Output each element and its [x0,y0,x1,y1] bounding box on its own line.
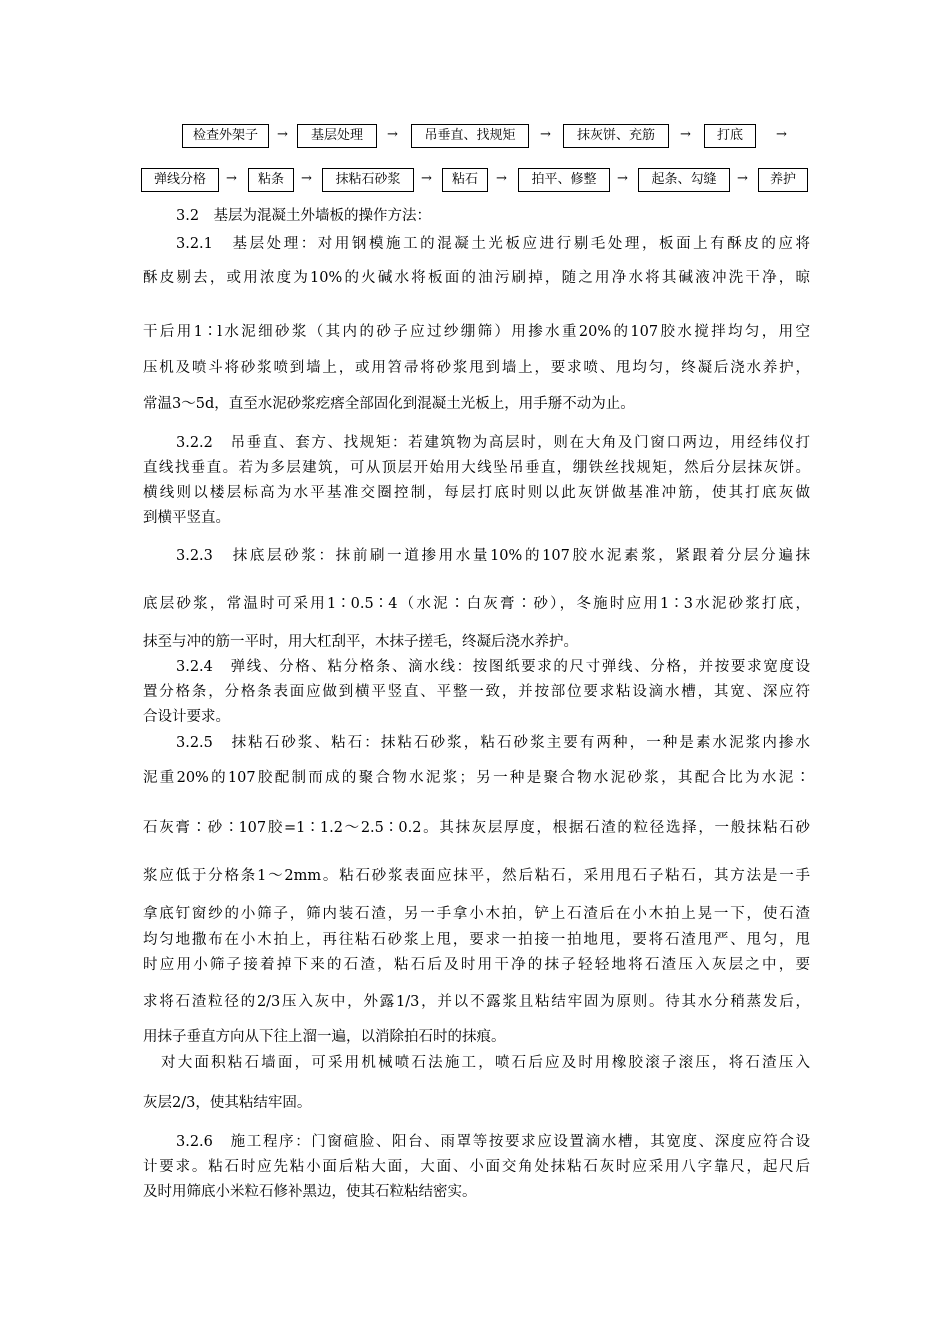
text-line: 3.2.6 施工程序：门窗碹脸、阳台、雨罩等按要求应设置滴水槽，其宽度、深度应符合设 [176,1134,810,1150]
flow-step: 检查外架子 [182,124,269,148]
flow-arrow: → [301,171,312,186]
text-line: 拿底钉窗纱的小筛子，筛内装石渣，另一手拿小木拍，铲上石渣后在小木拍上晃一下，使石渣 [143,906,810,922]
text-line: 时应用小筛子接着掉下来的石渣，粘石后及时用干净的抹子轻轻地将石渣压入灰层之中，要 [143,957,810,973]
text-line: 3.2.1 基层处理：对用钢模施工的混凝土光板应进行剔毛处理，板面上有酥皮的应将 [176,236,810,252]
flow-step: 粘石 [442,168,488,192]
text-line: 横线则以楼层标高为水平基准交圈控制，每层打底时则以此灰饼做基准冲筋，使其打底灰做 [143,485,810,501]
flow-arrow: → [421,171,432,186]
flow-arrow: → [737,171,748,186]
flow-arrow: → [540,127,551,142]
text-line: 直线找垂直。若为多层建筑，可从顶层开始用大线坠吊垂直，绷铁丝找规矩，然后分层抹灰饼。 [143,460,810,476]
flow-arrow: → [680,127,691,142]
text-line: 泥重20%的107胶配制而成的聚合物水泥浆；另一种是聚合物水泥砂浆，其配合比为水泥∶ [143,770,810,786]
text-line: 3.2.4 弹线、分格、粘分格条、滴水线：按图纸要求的尺寸弹线、分格，并按要求宽度设 [176,659,810,675]
text-line: 均匀地撒布在小木拍上，再往粘石砂浆上甩，要求一拍接一拍地甩，要将石渣甩严、甩匀，甩 [143,932,810,948]
text-line: 底层砂浆，常温时可采用1∶0.5∶4（水泥∶白灰膏∶砂），冬施时应用1∶3水泥砂浆打底， [143,596,810,612]
text-line: 浆应低于分格条1～2mm。粘石砂浆表面应抹平，然后粘石，采用甩石子粘石，其方法是一手 [143,868,810,884]
flow-step: 起条、勾缝 [638,168,730,192]
text-line: 压机及喷斗将砂浆喷到墙上，或用笤帚将砂浆甩到墙上，要求喷、甩均匀，终凝后浇水养护， [143,360,810,376]
flow-arrow: → [226,171,237,186]
text-line: 灰层2/3，使其粘结牢固。 [143,1095,312,1111]
flow-arrow: → [776,127,787,142]
flow-arrow: → [277,127,288,142]
flow-step: 弹线分格 [141,168,219,192]
flow-step: 养护 [758,168,808,192]
flow-step: 吊垂直、找规矩 [411,124,529,148]
flow-arrow: → [496,171,507,186]
text-line: 用抹子垂直方向从下往上溜一遍，以消除拍石时的抹痕。 [143,1029,506,1045]
text-line: 计要求。粘石时应先粘小面后粘大面，大面、小面交角处抹粘石灰时应采用八字靠尺，起尺后 [143,1159,810,1175]
text-line: 置分格条，分格条表面应做到横平竖直、平整一致，并按部位要求粘设滴水槽，其宽、深应符 [143,684,810,700]
flow-step: 基层处理 [297,124,377,148]
flow-step: 抹灰饼、充筋 [563,124,669,148]
text-line: 求将石渣粒径的2/3压入灰中，外露1/3，并以不露浆且粘结牢固为原则。待其水分稍蒸发后， [143,994,810,1010]
text-line: 到横平竖直。 [143,510,230,526]
flow-arrow: → [387,127,398,142]
flow-step: 粘条 [248,168,294,192]
flow-step: 拍平、修整 [518,168,610,192]
text-line: 3.2.5 抹粘石砂浆、粘石：抹粘石砂浆，粘石砂浆主要有两种，一种是素水泥浆内掺水 [176,735,810,751]
text-line: 抹至与冲的筋一平时，用大杠刮平，木抹子搓毛，终凝后浇水养护。 [143,634,578,650]
flow-step: 抹粘石砂浆 [322,168,414,192]
flow-step: 打底 [704,124,756,148]
text-line: 合设计要求。 [143,709,230,725]
text-line: 3.2.3 抹底层砂浆：抹前刷一道掺用水量10%的107胶水泥素浆，紧跟着分层分遍抹 [176,548,810,564]
text-line: 3.2.2 吊垂直、套方、找规矩：若建筑物为高层时，则在大角及门窗口两边，用经纬仪打 [176,435,810,451]
text-line: 石灰膏∶砂∶107胶=1∶1.2～2.5∶0.2。其抹灰层厚度，根据石渣的粒径选择，一般抹粘石砂 [143,820,810,836]
text-line: 常温3～5d，直至水泥砂浆疙瘩全部固化到混凝土光板上，用手掰不动为止。 [143,396,635,412]
text-line: 及时用筛底小米粒石修补黑边，使其石粒粘结密实。 [143,1184,477,1200]
section-heading: 3.2 基层为混凝土外墙板的操作方法： [176,208,432,224]
text-line: 对大面积粘石墙面，可采用机械喷石法施工，喷石后应及时用橡胶滚子滚压，将石渣压入 [161,1055,810,1071]
text-line: 干后用1∶l水泥细砂浆（其内的砂子应过纱绷筛）用掺水重20%的107胶水搅拌均匀，用空 [143,324,810,340]
text-line: 酥皮剔去，或用浓度为10%的火碱水将板面的油污刷掉，随之用净水将其碱液冲洗干净，晾 [143,270,810,286]
flow-arrow: → [617,171,628,186]
